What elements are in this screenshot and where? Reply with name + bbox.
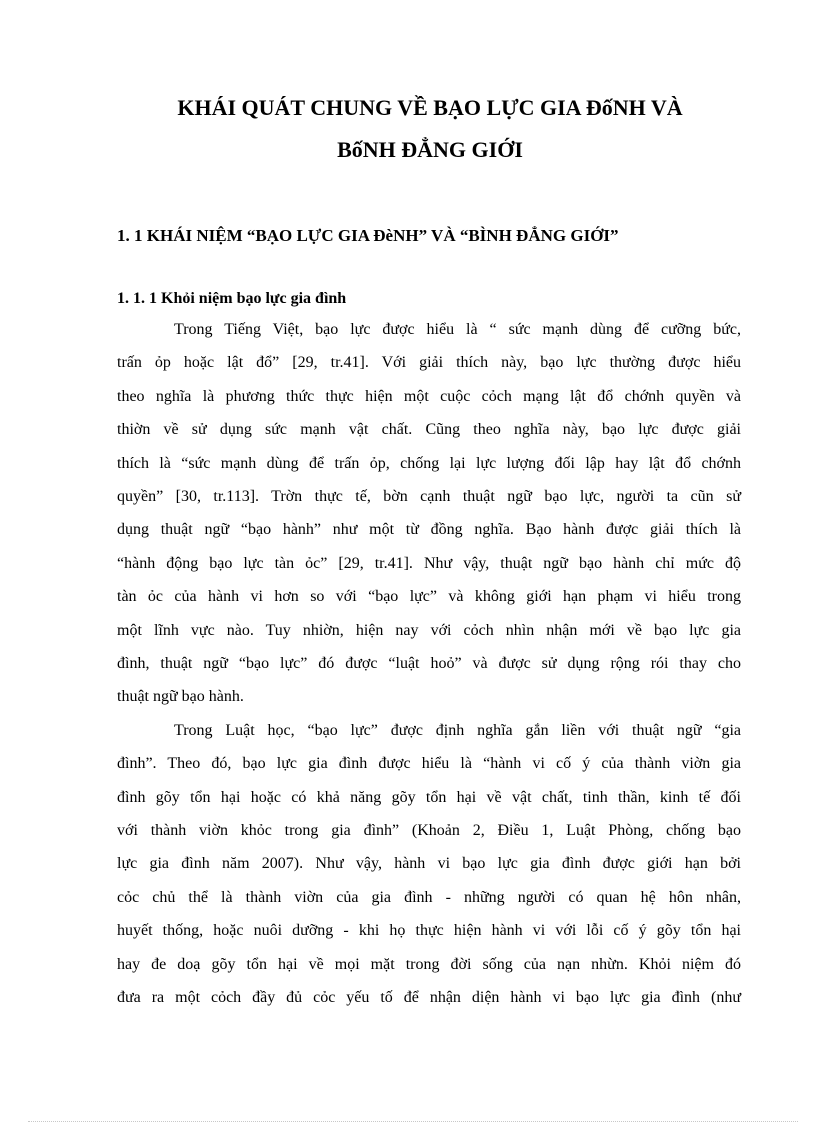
paragraph-1-line: “hành động bạo lực tàn ỏc” [29, tr.41]. Như vậy, thuật ngữ bạo hành chỉ mức độ bbox=[117, 555, 741, 572]
paragraph-1-line: dụng thuật ngữ “bạo hành” như một từ đồng nghĩa. Bạo hành được giải thích là bbox=[117, 521, 741, 538]
paragraph-2-line: đình”. Theo đó, bạo lực gia đình được hiểu là “hành vi cố ý của thành viờn gia bbox=[117, 755, 741, 772]
paragraph-2-line: Trong Luật học, “bạo lực” được định nghĩa gắn liền với thuật ngữ “gia bbox=[174, 722, 741, 739]
paragraph-2-line: cỏc chủ thể là thành viờn của gia đình - những người có quan hệ hôn nhân, bbox=[117, 889, 741, 906]
paragraph-1-line: Trong Tiếng Việt, bạo lực được hiểu là “ sức mạnh dùng để cưỡng bức, bbox=[174, 321, 741, 338]
section-heading: 1. 1 KHÁI NIỆM “BẠO LỰC GIA ĐèNH” VÀ “BÌNH ĐẲNG GIỚI” bbox=[117, 226, 619, 245]
paragraph-1-line: đình, thuật ngữ “bạo lực” đó được “luật hoỏ” và được sử dụng rộng rói thay cho bbox=[117, 655, 741, 672]
page-bottom-divider bbox=[28, 1121, 798, 1122]
paragraph-2-line: đưa ra một cỏch đầy đủ cỏc yếu tố để nhận diện hành vi bạo lực gia đình (như bbox=[117, 989, 741, 1006]
paragraph-1-line: tàn ỏc của hành vi hơn so với “bạo lực” và không giới hạn phạm vi hiểu trong bbox=[117, 588, 741, 605]
paragraph-1-line: một lĩnh vực nào. Tuy nhiờn, hiện nay với cỏch nhìn nhận mới về bạo lực gia bbox=[117, 622, 741, 639]
document-title-line-2: BốNH ĐẲNG GIỚI bbox=[337, 137, 523, 162]
paragraph-1-line: theo nghĩa là phương thức thực hiện một cuộc cỏch mạng lật đổ chớnh quyền và bbox=[117, 388, 741, 405]
paragraph-2-line: huyết thống, hoặc nuôi dưỡng - khi họ thực hiện hành vi với lỗi cố ý gõy tổn hại bbox=[117, 922, 741, 939]
paragraph-2-line: lực gia đình năm 2007). Như vậy, hành vi bạo lực gia đình được giới hạn bởi bbox=[117, 855, 741, 872]
paragraph-1-line: trấn ỏp hoặc lật đổ” [29, tr.41]. Với giải thích này, bạo lực thường được hiểu bbox=[117, 354, 741, 371]
paragraph-2-line: với thành viờn khỏc trong gia đình” (Khoản 2, Điều 1, Luật Phòng, chống bạo bbox=[117, 822, 741, 839]
paragraph-1-line: thích là “sức mạnh dùng để trấn ỏp, chống lại lực lượng đối lập hay lật đổ chớnh bbox=[117, 455, 741, 472]
document-title-line-1: KHÁI QUÁT CHUNG VỀ BẠO LỰC GIA ĐốNH VÀ bbox=[177, 95, 683, 120]
paragraph-1-line: thuật ngữ bạo hành. bbox=[117, 688, 244, 705]
paragraph-1-line: thiờn về sử dụng sức mạnh vật chất. Cũng theo nghĩa này, bạo lực được giải bbox=[117, 421, 741, 438]
paragraph-2-line: đình gõy tổn hại hoặc có khả năng gõy tổn hại về vật chất, tinh thần, kinh tế đối bbox=[117, 789, 741, 806]
paragraph-1-line: quyền” [30, tr.113]. Trờn thực tế, bờn cạnh thuật ngữ bạo lực, người ta cũn sử bbox=[117, 488, 741, 505]
subsection-heading: 1. 1. 1 Khỏi niệm bạo lực gia đình bbox=[117, 290, 347, 307]
paragraph-2-line: hay đe doạ gõy tổn hại về mọi mặt trong đời sống của nạn nhừn. Khỏi niệm đó bbox=[117, 956, 741, 973]
